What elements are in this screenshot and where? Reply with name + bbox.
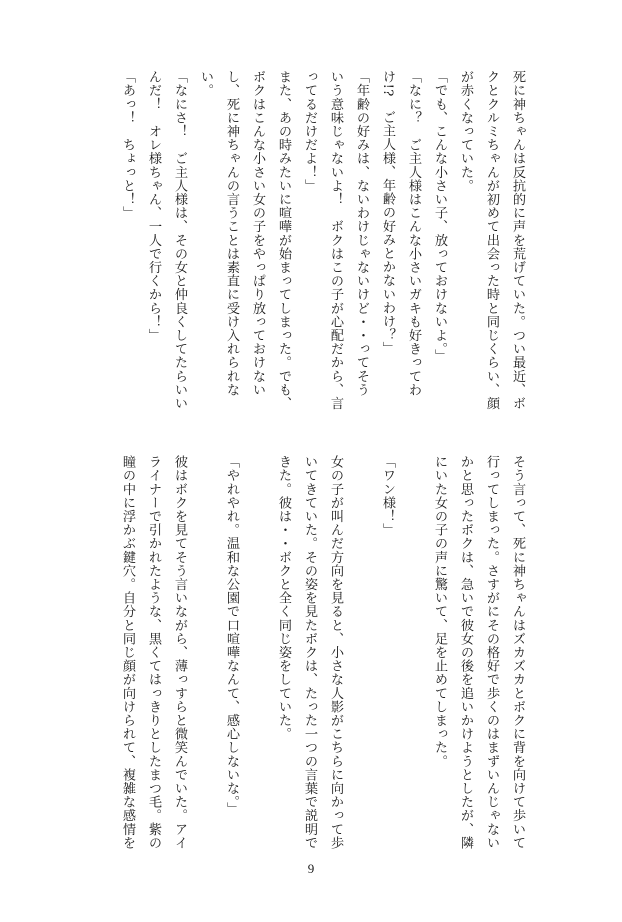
text-line: 「なに？ ご主人様はこんな小さいガキも好きってわ bbox=[406, 70, 421, 397]
text-line: にいた女の子の声に驚いて、足を止めてしまった。 bbox=[432, 455, 447, 768]
page-number: 9 bbox=[307, 861, 315, 876]
text-line bbox=[400, 455, 426, 805]
text-line: 「年齢の好みは、ないわけじゃないけど・・ってそう bbox=[354, 70, 369, 397]
text-line: いう意味じゃないよ！ ボクはこの子が心配だから、言 bbox=[328, 70, 343, 410]
text-line bbox=[244, 455, 270, 805]
text-line: け!? ご主人様、年齢の好みとかないわけ？」 bbox=[380, 70, 395, 356]
text-line: が赤くなっていた。 bbox=[458, 70, 473, 193]
text-line: かと思ったボクは、急いで彼女の後を追いかけようとしたが、隣 bbox=[458, 455, 473, 850]
text-line bbox=[192, 455, 218, 805]
text-line: そう言って、死に神ちゃんはズカズカとボクに背を向けて歩いて bbox=[510, 455, 525, 850]
text-line: 「でも、こんな小さい子、放っておけないよ。」 bbox=[432, 70, 447, 363]
text-line: ボクはこんな小さい女の子をやっぱり放っておけない bbox=[250, 70, 265, 397]
text-line: い。 bbox=[198, 70, 213, 98]
text-line: 瞳の中に浮かぶ鍵穴。自分と同じ顔が向けられて、複雑な感情を bbox=[120, 455, 135, 850]
text-line: クとクルミちゃんが初めて出会った時と同じくらい、顔 bbox=[484, 70, 499, 410]
text-line: 「やれやれ。温和な公園で口喧嘩なんて、感心しないな。」 bbox=[224, 455, 239, 816]
text-block-lower bbox=[114, 455, 530, 850]
text-line: んだ！ オレ様ちゃん、一人で行くから！」 bbox=[146, 70, 161, 342]
text-line: 彼はボクを見てそう言いながら、薄っすらと微笑んでいた。アイ bbox=[172, 455, 187, 850]
text-line: 女の子が叫んだ方向を見ると、小さな人影がこちらに向かって歩 bbox=[328, 455, 343, 850]
text-line: ってるだけだよ！」 bbox=[302, 70, 317, 193]
text-line: 死に神ちゃんは反抗的に声を荒げていた。つい最近、ボ bbox=[510, 70, 525, 410]
text-line: 「あっ！ ちょっと！」 bbox=[120, 70, 135, 220]
text-line bbox=[348, 455, 374, 805]
text-line: ライナーで引かれたような、黒くてはっきりとしたまつ毛。紫の bbox=[146, 455, 161, 850]
text-line: 「ワン様！」 bbox=[380, 455, 395, 537]
text-line: 「なにさ！ ご主人様は、その女と仲良くしてたらいい bbox=[172, 70, 187, 410]
text-line: いてきていた。その姿を見たボクは、たった一つの言葉で説明で bbox=[302, 455, 317, 850]
text-line: きた。彼は・・ボクと全く同じ姿をしていた。 bbox=[276, 455, 291, 741]
text-line: し、死に神ちゃんの言うことは素直に受け入れられな bbox=[224, 70, 239, 397]
text-line: また、あの時みたいに喧嘩が始まってしまった。でも、 bbox=[276, 70, 291, 410]
text-block-upper bbox=[114, 70, 530, 420]
text-line: 行ってしまった。さすがにその格好で歩くのはまずいんじゃない bbox=[484, 455, 499, 850]
